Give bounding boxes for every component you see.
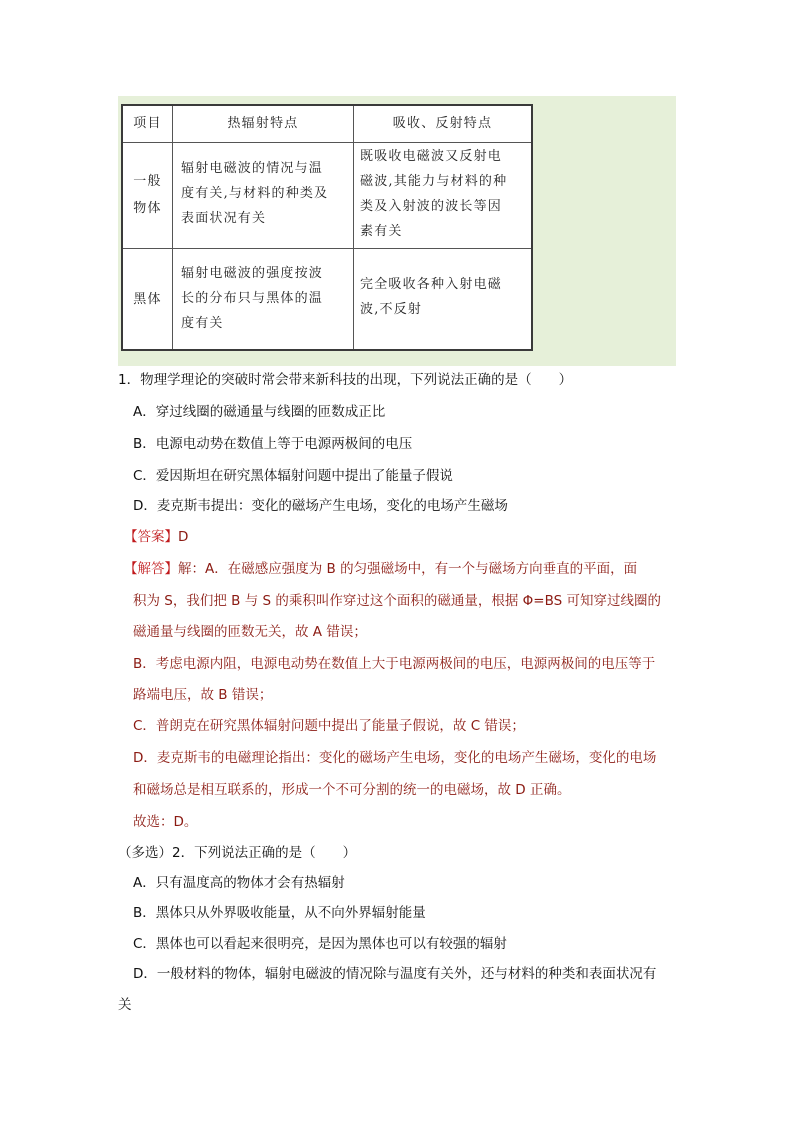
q2-option-b: B．黑体只从外界吸收能量，从不向外界辐射能量 [133,905,426,921]
q1-option-a: A．穿过线圈的磁通量与线圈的匝数成正比 [133,404,386,420]
table-cell-absorption: 磁波,其能力与材料的种 [360,174,508,189]
q1-analysis-line-4: B．考虑电源内阻，电源电动势在数值上大于电源两极间的电压，电源两极间的电压等于 [133,656,656,672]
q1-analysis-line-2: 积为 S，我们把 B 与 S 的乘积叫作穿过这个面积的磁通量，根据 Φ=BS 可知穿过线圈的 [133,593,661,609]
table-cell-radiation: 表面状况有关 [181,211,267,226]
table-header-absorption: 吸收、反射特点 [392,116,493,131]
table-header-radiation: 热辐射特点 [227,116,299,131]
q1-stem: 1．物理学理论的突破时常会带来新科技的出现，下列说法正确的是（ ） [118,372,573,388]
q2-option-c: C．黑体也可以看起来很明亮，是因为黑体也可以有较强的辐射 [133,936,507,952]
table-cell-item: 物体 [133,201,162,216]
table-cell-absorption: 类及入射波的波长等因 [360,199,503,214]
q1-analysis-line-6: C．普朗克在研究黑体辐射问题中提出了能量子假说，故 C 错误； [133,718,525,734]
comparison-table-image [118,96,676,366]
answer-value: D [178,529,189,545]
q2-option-d: D．一般材料的物体，辐射电磁波的情况除与温度有关外，还与材料的种类和表面状况有 [133,966,657,982]
q1-analysis-line-8: 和磁场总是相互联系的，形成一个不可分割的统一的电磁场，故 D 正确。 [133,782,571,798]
q1-analysis-line-1 [124,559,637,579]
q1-analysis-line-5: 路端电压，故 B 错误； [133,687,273,703]
table-cell-radiation: 辐射电磁波的情况与温 [181,161,324,176]
analysis-tag: 【解答】 [124,561,178,577]
q1-option-c: C．爱因斯坦在研究黑体辐射问题中提出了能量子假说 [133,468,453,484]
table-divider [123,142,531,143]
table-divider [123,248,531,249]
analysis-text: 解：A．在磁感应强度为 B 的匀强磁场中，有一个与磁场方向垂直的平面，面 [178,561,638,577]
q2-option-a: A．只有温度高的物体才会有热辐射 [133,875,345,891]
table-cell-item: 一般 [133,174,162,189]
q1-option-d: D．麦克斯韦提出：变化的磁场产生电场，变化的电场产生磁场 [133,498,508,514]
q1-analysis-line-3: 磁通量与线圈的匝数无关，故 A 错误； [133,624,367,640]
table-cell-absorption: 既吸收电磁波又反射电 [360,149,503,164]
table-cell-absorption: 完全吸收各种入射电磁 [360,277,503,292]
table-cell-absorption: 素有关 [360,224,403,239]
table-header-item: 项目 [133,116,162,131]
q1-option-b: B．电源电动势在数值上等于电源两极间的电压 [133,436,413,452]
comparison-table [121,104,533,351]
q2-stem: （多选）2．下列说法正确的是（ ） [118,845,357,861]
table-cell-absorption: 波,不反射 [360,302,423,317]
table-cell-radiation: 辐射电磁波的强度按波 [181,266,324,281]
q1-answer [124,527,188,547]
answer-tag: 【答案】 [124,529,178,545]
table-cell-radiation: 长的分布只与黑体的温 [181,291,324,306]
table-cell-item: 黑体 [133,292,162,307]
q1-analysis-line-7: D．麦克斯韦的电磁理论指出：变化的磁场产生电场，变化的电场产生磁场，变化的电场 [133,750,657,766]
table-cell-radiation: 度有关,与材料的种类及 [181,186,329,201]
q2-option-d-wrap: 关 [118,997,132,1013]
table-cell-radiation: 度有关 [181,316,224,331]
q1-analysis-line-9: 故选：D。 [133,814,198,830]
